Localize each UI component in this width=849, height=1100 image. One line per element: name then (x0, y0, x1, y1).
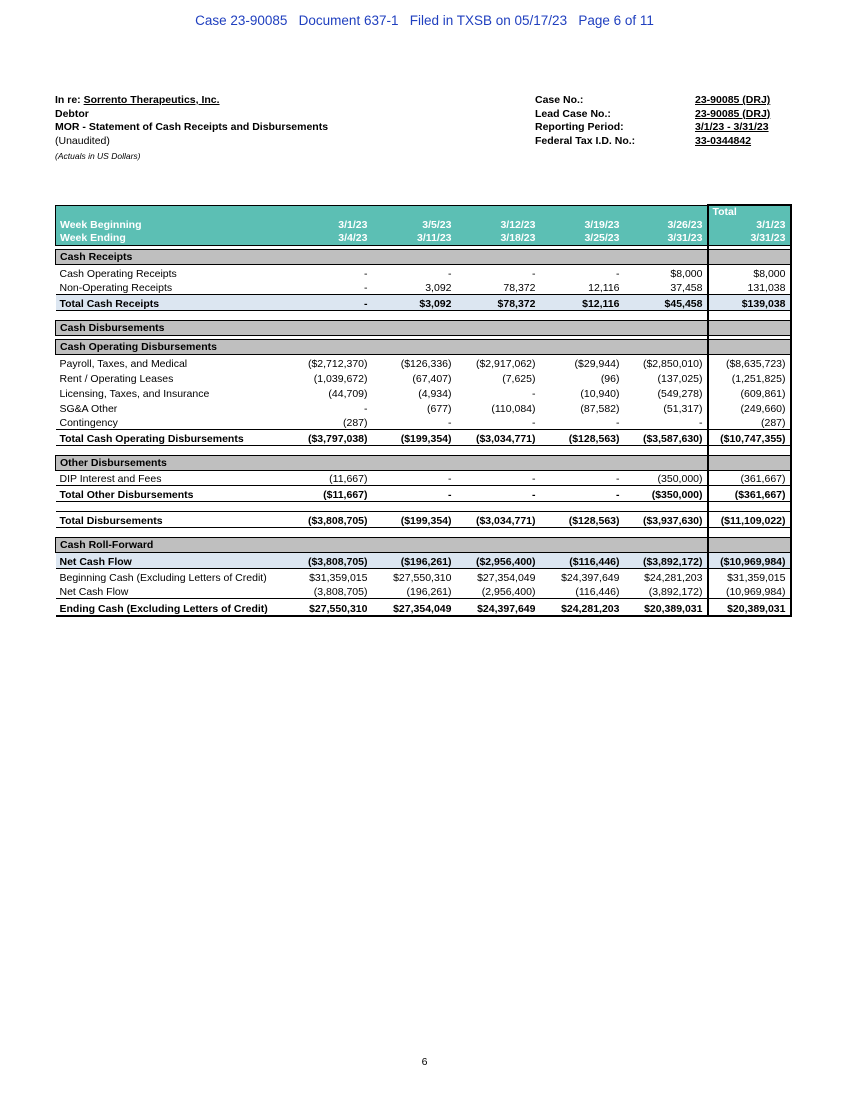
week-2-value: (4,934) (418, 387, 452, 400)
row-label: Rent / Operating Leases (59, 372, 174, 385)
row-net-cash-flow (56, 553, 791, 569)
total-column-segment (708, 456, 791, 471)
case-no-label: Case No.: (535, 94, 584, 106)
table-body (56, 246, 791, 616)
table-header-row (56, 205, 791, 246)
week-3-value: $27,354,049 (477, 571, 536, 584)
week-3-value: (110,084) (491, 402, 536, 415)
spacer-row (56, 311, 791, 321)
week-2-value: - (372, 486, 456, 502)
spacer-row (56, 528, 791, 538)
row-label: DIP Interest and Fees (59, 473, 162, 485)
week-2-value: - (448, 417, 452, 429)
total-value: ($10,969,984) (708, 553, 791, 569)
week-1-value: (3,808,705) (313, 586, 368, 598)
section-label: Cash Operating Disbursements (56, 340, 708, 355)
week-3-value: - (532, 267, 536, 280)
total-value: $139,038 (708, 295, 791, 311)
week-1-value: ($3,808,705) (288, 553, 372, 569)
week-1-value: (44,709) (328, 387, 368, 400)
week-2-value: ($199,354) (372, 430, 456, 446)
week-1-value: (287) (342, 417, 368, 429)
header-week-3: 3/12/23 3/18/23 (456, 205, 540, 246)
week-1-value: $31,359,015 (309, 571, 368, 584)
week-5-value: (51,317) (663, 402, 703, 415)
total-value: (10,969,984) (708, 584, 791, 599)
total-column-segment (708, 528, 791, 538)
currency-note: (Actuals in US Dollars) (55, 151, 141, 161)
total-value: ($361,667) (708, 486, 791, 502)
header-week-5: 3/26/23 3/31/23 (624, 205, 708, 246)
week-1-value: ($3,797,038) (288, 430, 372, 446)
spacer-row (56, 502, 791, 512)
week-4-value: - (616, 267, 620, 280)
report-title: MOR - Statement of Cash Receipts and Disbursements (55, 121, 329, 133)
week-2-value: $27,354,049 (372, 599, 456, 616)
total-value: (249,660) (708, 400, 791, 415)
week-3-value: ($3,034,771) (456, 430, 540, 446)
week-4-value: 12,116 (588, 282, 620, 294)
week-4-value: ($29,944) (574, 357, 620, 370)
total-value: (609,861) (708, 385, 791, 400)
unaudited-note: (Unaudited) (55, 134, 110, 147)
row-total-cash-receipts (56, 295, 791, 311)
spacer-cell (56, 528, 708, 538)
total-value: ($8,635,723) (708, 355, 791, 370)
week-2-value: ($126,336) (400, 357, 452, 370)
week-2-value: (67,407) (412, 372, 452, 385)
week-4-value: ($128,563) (540, 512, 624, 528)
section-label: Other Disbursements (56, 456, 708, 471)
week-3-value: - (456, 486, 540, 502)
section-label: Cash Roll-Forward (56, 538, 708, 553)
row-contingency (56, 415, 791, 430)
week-4-value: (87,582) (580, 402, 620, 415)
header-week-labels: Week Beginning Week Ending (56, 205, 288, 246)
total-value: 131,038 (708, 280, 791, 295)
week-3-value: (2,956,400) (481, 586, 536, 598)
row-rent-operating-leases (56, 370, 791, 385)
week-1-value: $27,550,310 (288, 599, 372, 616)
week-5-value: ($350,000) (624, 486, 708, 502)
week-1-value: - (288, 295, 372, 311)
row-label: Ending Cash (Excluding Letters of Credit) (56, 599, 288, 616)
row-label: Cash Operating Receipts (59, 267, 177, 280)
week-5-value: $8,000 (670, 267, 703, 280)
row-non-operating-receipts (56, 280, 791, 295)
week-3-value: $78,372 (456, 295, 540, 311)
week-3-value: 78,372 (503, 282, 536, 294)
total-value: (361,667) (708, 471, 791, 486)
week-5-value: (137,025) (657, 372, 703, 385)
section-label: Cash Receipts (56, 250, 708, 265)
total-column-segment (708, 321, 791, 336)
week-4-value: ($128,563) (540, 430, 624, 446)
row-total-disbursements (56, 512, 791, 528)
week-5-value: ($3,587,630) (624, 430, 708, 446)
week-2-value: (196,261) (406, 586, 452, 598)
week-5-value: ($3,937,630) (624, 512, 708, 528)
total-value: ($10,747,355) (708, 430, 791, 446)
week-4-value: (96) (600, 372, 620, 385)
header-week-4: 3/19/23 3/25/23 (540, 205, 624, 246)
week-2-value: $27,550,310 (393, 571, 452, 584)
week-4-value: (116,446) (575, 586, 620, 598)
total-column-segment (708, 250, 791, 265)
week-2-value: (677) (426, 402, 452, 415)
row-sg-a-other (56, 400, 791, 415)
week-5-value: (549,278) (657, 387, 703, 400)
header-total-column: Total 3/1/23 3/31/23 (708, 205, 791, 246)
row-payroll-taxes-and-medical (56, 355, 791, 370)
section-row-cash-roll-forward (56, 538, 791, 553)
total-value: $31,359,015 (708, 569, 791, 584)
row-label: Beginning Cash (Excluding Letters of Credit) (59, 571, 267, 584)
week-3-value: - (532, 473, 536, 485)
week-1-value: - (364, 282, 368, 294)
week-4-value: - (616, 417, 620, 429)
total-column-segment (708, 502, 791, 512)
reporting-period-label: Reporting Period: (535, 121, 624, 133)
week-4-value: - (616, 473, 620, 485)
week-2-value: 3,092 (425, 282, 452, 294)
week-5-value: $20,389,031 (624, 599, 708, 616)
row-dip-interest-and-fees (56, 471, 791, 486)
total-column-segment (708, 446, 791, 456)
week-3-value: - (532, 387, 536, 400)
week-2-value: - (448, 267, 452, 280)
row-licensing-taxes-and-insurance (56, 385, 791, 400)
week-5-value: (3,892,172) (648, 586, 703, 598)
week-2-value: $3,092 (372, 295, 456, 311)
lead-case-no-value: 23-90085 (DRJ) (695, 107, 771, 120)
week-5-value: 37,458 (670, 282, 703, 294)
header-week-2: 3/5/23 3/11/23 (372, 205, 456, 246)
debtor-label: Debtor (55, 107, 89, 120)
week-2-value: ($199,354) (372, 512, 456, 528)
row-label: Net Cash Flow (59, 586, 129, 598)
total-column-segment (708, 311, 791, 321)
row-cash-operating-receipts (56, 265, 791, 280)
week-1-value: ($11,667) (288, 486, 372, 502)
case-info-block (535, 94, 770, 148)
spacer-cell (56, 446, 708, 456)
total-column-segment (708, 340, 791, 355)
total-value: (287) (708, 415, 791, 430)
reporting-period-value: 3/1/23 - 3/31/23 (695, 121, 769, 133)
spacer-cell (56, 502, 708, 512)
total-column-segment (708, 538, 791, 553)
week-4-value: (10,940) (580, 387, 620, 400)
section-row-cash-operating-disbursements (56, 340, 791, 355)
week-1-value: ($3,808,705) (288, 512, 372, 528)
federal-tax-id-label: Federal Tax I.D. No.: (535, 134, 636, 147)
debtor-name: Sorrento Therapeutics, Inc. (83, 94, 220, 106)
row-label: Contingency (59, 417, 118, 429)
week-1-value: (11,667) (329, 473, 368, 485)
section-row-cash-disbursements (56, 321, 791, 336)
table-head (56, 205, 791, 246)
row-label: Payroll, Taxes, and Medical (59, 357, 188, 370)
row-label: Total Cash Operating Disbursements (56, 430, 288, 446)
section-row-cash-receipts (56, 250, 791, 265)
header-week-1: 3/1/23 3/4/23 (288, 205, 372, 246)
row-label: Total Cash Receipts (56, 295, 288, 311)
court-stamp-header: Case 23-90085 Document 637-1 Filed in TXSB on 05/17/23 Page 6 of 11 (195, 13, 654, 28)
week-1-value: - (364, 267, 368, 280)
total-value: ($11,109,022) (708, 512, 791, 528)
row-label: Licensing, Taxes, and Insurance (59, 387, 210, 400)
row-label: Net Cash Flow (56, 553, 288, 569)
week-3-value: $24,397,649 (456, 599, 540, 616)
page-number: 6 (421, 1056, 428, 1068)
case-no-value: 23-90085 (DRJ) (695, 94, 771, 106)
row-total-cash-operating-disbursements (56, 430, 791, 446)
lead-case-no-label: Lead Case No.: (535, 107, 611, 120)
federal-tax-id-value: 33-0344842 (695, 134, 752, 147)
section-row-other-disbursements (56, 456, 791, 471)
week-2-value: - (448, 473, 452, 485)
week-3-value: ($2,956,400) (456, 553, 540, 569)
week-5-value: - (699, 417, 703, 429)
row-total-other-disbursements (56, 486, 791, 502)
row-label: Total Disbursements (56, 512, 288, 528)
week-5-value: ($3,892,172) (624, 553, 708, 569)
week-5-value: (350,000) (657, 473, 703, 485)
row-beginning-cash-excluding-letters-of-credit (56, 569, 791, 584)
week-4-value: $24,397,649 (561, 571, 620, 584)
in-re-line (55, 94, 328, 108)
week-1-value: (1,039,672) (313, 372, 368, 385)
total-value: $8,000 (708, 265, 791, 280)
week-3-value: - (532, 417, 536, 429)
debtor-info-block (55, 94, 328, 164)
in-re-label: In re: (55, 94, 81, 106)
row-ending-cash-excluding-letters-of-credit (56, 599, 791, 616)
week-2-value: ($196,261) (372, 553, 456, 569)
week-5-value: $24,281,203 (644, 571, 703, 584)
week-4-value: ($116,446) (540, 553, 624, 569)
spacer-row (56, 446, 791, 456)
row-label: SG&A Other (59, 402, 118, 415)
week-1-value: - (364, 402, 368, 415)
row-label: Non-Operating Receipts (59, 282, 173, 294)
week-4-value: $24,281,203 (540, 599, 624, 616)
row-label: Total Other Disbursements (56, 486, 288, 502)
week-3-value: ($3,034,771) (456, 512, 540, 528)
total-value: $20,389,031 (708, 599, 791, 616)
section-label: Cash Disbursements (56, 321, 708, 336)
week-4-value: $12,116 (540, 295, 624, 311)
week-1-value: ($2,712,370) (307, 357, 368, 370)
week-5-value: $45,458 (624, 295, 708, 311)
cash-flow-table (55, 204, 792, 617)
week-4-value: - (540, 486, 624, 502)
spacer-cell (56, 311, 708, 321)
week-3-value: ($2,917,062) (475, 357, 536, 370)
week-5-value: ($2,850,010) (642, 357, 703, 370)
week-3-value: (7,625) (502, 372, 536, 385)
row-net-cash-flow (56, 584, 791, 599)
total-value: (1,251,825) (708, 370, 791, 385)
